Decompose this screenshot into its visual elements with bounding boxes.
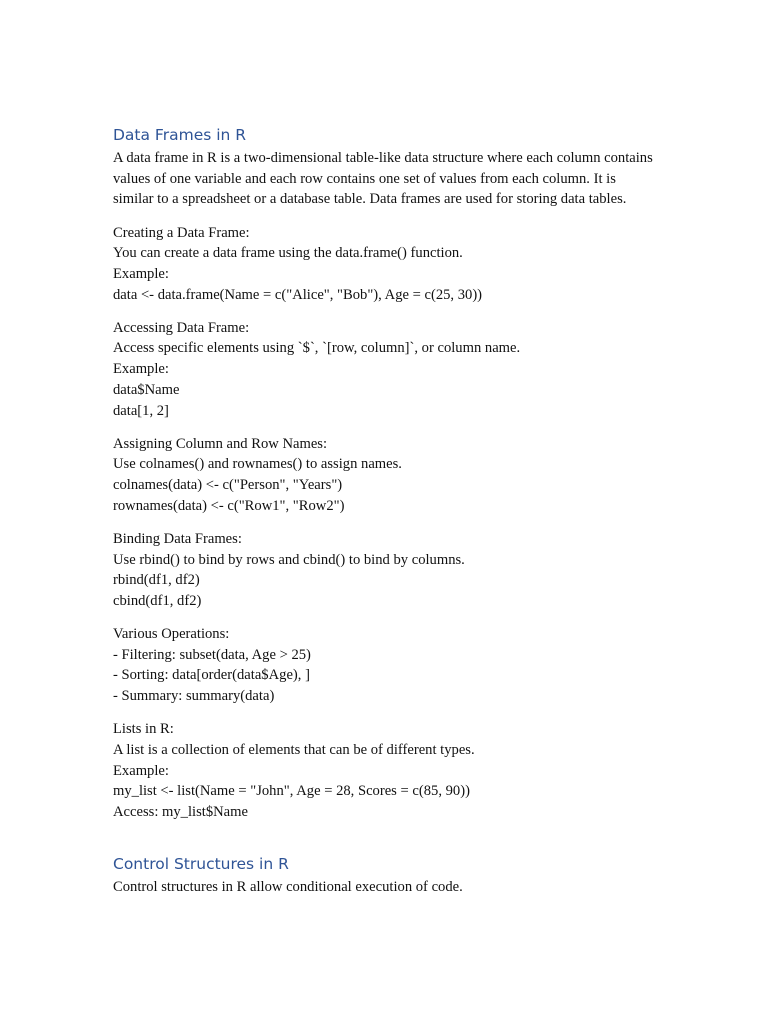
code-line: my_list <- list(Name = "John", Age = 28, Scores = c(85, 90)) [113,783,470,800]
section-intro-paragraph: A data frame in R is a two-dimensional table-like data structure where each column contains values of one variable and each row contains one set of values from each column. It is similar to a spreadsheet or a database table. Data frames are used for storing data tables. [113,150,653,208]
text-line: Creating a Data Frame: [113,224,250,241]
text-line: Binding Data Frames: [113,530,242,547]
text-line: A list is a collection of elements that can be of different types. [113,741,475,758]
list-item: - Sorting: data[order(data$Age), ] [113,667,310,684]
list-item: - Summary: summary(data) [113,688,275,705]
code-line: data$Name [113,381,180,398]
paragraph-creating-data-frame [113,223,658,306]
text-line: Assigning Column and Row Names: [113,435,328,452]
paragraph-binding-data-frames [113,529,658,612]
text-line: Access specific elements using `$`, `[row, column]`, or column name. [113,340,521,357]
code-line: data <- data.frame(Name = c("Alice", "Bob"), Age = c(25, 30)) [113,286,483,303]
paragraph-various-operations [113,624,658,707]
text-line: Lists in R: [113,721,174,738]
section-heading: Control Structures in R [113,854,289,873]
code-line: colnames(data) <- c("Person", "Years") [113,477,343,494]
section-intro-paragraph: Control structures in R allow conditional execution of code. [113,878,463,895]
text-line: Example: [113,361,169,378]
text-line: Example: [113,762,169,779]
list-item: - Filtering: subset(data, Age > 25) [113,646,311,663]
code-line: rbind(df1, df2) [113,572,200,589]
code-line: cbind(df1, df2) [113,592,202,609]
text-line: Accessing Data Frame: [113,319,250,336]
text-line: You can create a data frame using the data.frame() function. [113,245,463,262]
paragraph-lists-in-r [113,719,658,823]
text-line: Various Operations: [113,626,230,643]
paragraph-assigning-names [113,434,658,517]
text-line: Use rbind() to bind by rows and cbind() to bind by columns. [113,551,465,568]
code-line: data[1, 2] [113,402,169,419]
text-line: Example: [113,265,169,282]
section-heading: Data Frames in R [113,126,247,144]
paragraph-accessing-data-frame [113,318,658,422]
document-content [113,124,658,897]
code-line: Access: my_list$Name [113,804,248,821]
code-line: rownames(data) <- c("Row1", "Row2") [113,497,345,514]
text-line: Use colnames() and rownames() to assign names. [113,456,402,473]
